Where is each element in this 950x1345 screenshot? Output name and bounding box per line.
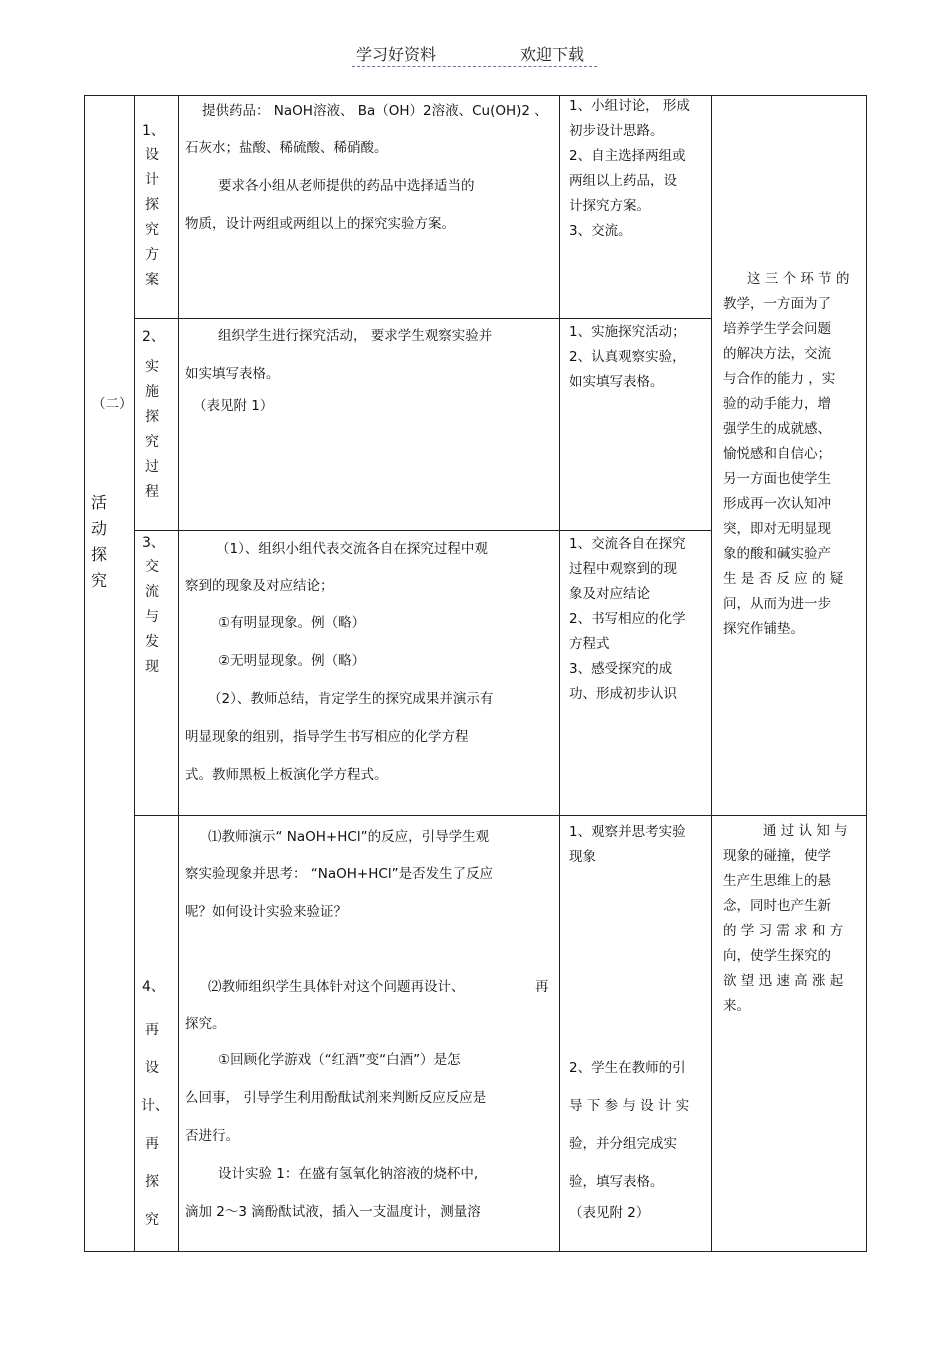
step-title: 设 计 探 究 方 案 [145,147,159,288]
teacher-text: ①回顾化学游戏（“红酒”变“白酒”）是怎 [218,1052,461,1068]
student-activity: 2、学生在教师的引 导 下 参 与 设 计 实 验，并分组完成实 验，填写表格。 （表见附 2） [569,1060,690,1221]
section-title: 活 动 探 究 [90,493,107,590]
teacher-text: 设计实验 1：在盛有氢氧化钠溶液的烧杯中, [218,1166,479,1182]
teacher-text: 要求各小组从老师提供的药品中选择适当的 [218,178,475,194]
teacher-text: 察实验现象并思考： “NaOH+HCl”是否发生了反应 [185,866,494,882]
teacher-text: ⑴教师演示“ NaOH+HCl”的反应，引导学生观 [208,829,490,845]
teacher-text: （表见附 1） [193,398,274,414]
teacher-text: ②无明显现象。例（略） [218,653,366,669]
teacher-text: 滴加 2～3 滴酚酞试液，插入一支温度计，测量溶 [185,1204,481,1220]
table-border-bottom [84,1251,867,1252]
student-activity: 1、实施探究活动； 2、认真观察实验， 如实填写表格。 [569,324,686,390]
teacher-text: ⑵教师组织学生具体针对这个问题再设计、 [208,979,465,995]
table-border-top [84,95,867,96]
header-left-text: 学习好资料 [356,45,437,64]
step-title: 交 流 与 发 现 [145,559,159,675]
teacher-text: 如实填写表格。 [185,366,280,382]
teacher-text: 式。教师黑板上板演化学方程式。 [185,767,388,783]
table-border-left [84,95,85,1252]
teacher-text: 提供药品： NaOH溶液、 Ba（OH）2溶液、Cu(OH)2 、 [202,103,548,119]
step-title: 再 设 计、 再 探 究 [141,1022,169,1228]
step-number: 1、 [142,123,165,139]
step-number: 4、 [142,979,165,995]
student-activity: 1、交流各自在探究 过程中观察到的现 象及对应结论 2、书写相应的化学 方程式 3、感受探究的成 功、形成初步认识 [569,536,686,702]
header-right-text: 欢迎下载 [520,45,585,64]
page-header [352,40,597,67]
teacher-text: 石灰水；盐酸、稀硫酸、稀硝酸。 [185,140,388,156]
row-divider [134,318,711,319]
column-divider [559,95,560,1252]
teacher-text: ①有明显现象。例（略） [218,615,366,631]
teacher-text: 探究。 [185,1016,226,1032]
table-border-right [866,95,867,1252]
teacher-text: 明显现象的组别，指导学生书写相应的化学方程 [185,729,469,745]
teacher-text: 物质，设计两组或两组以上的探究实验方案。 [185,216,455,232]
column-divider [711,95,712,1252]
teacher-text: （2）、教师总结，肯定学生的探究成果并演示有 [208,691,494,707]
step-number: 2、 [142,329,165,345]
design-rationale: 通 过 认 知 与 现象的碰撞，使学 生产生思维上的悬 念，同时也产生新 的 学 习 需 求 和 方 向，使学生探究的 欲 望 迅 速 高 涨 起 来。 [723,823,848,1014]
teacher-text: （1）、组织小组代表交流各自在探究过程中观 [216,541,488,557]
step-number: 3、 [142,535,165,551]
student-activity: 1、小组讨论， 形成 初步设计思路。 2、自主选择两组或 两组以上药品，设 计探究方案。 3、交流。 [569,98,690,239]
step-title: 实 施 探 究 过 程 [145,359,159,500]
row-divider [134,815,867,816]
design-rationale: 这 三 个 环 节 的 教学，一方面为了 培养学生学会问题 的解决方法，交流 与合作的能力 ，实 验的动手能力，增 强学生的成就感、 愉悦感和自信心； 另一方面也使学生 形成再一次认知冲 突，即对无明显现 象的酸和碱实验产 生 是 否 反 应 的 疑 问，从而为进一步 探究作铺垫。 [723,271,850,637]
teacher-text: 组织学生进行探究活动， 要求学生观察实验并 [218,328,493,344]
column-divider [178,95,179,1252]
section-number: （二） [92,396,133,412]
student-activity: 1、观察并思考实验 现象 [569,824,686,865]
teacher-text: 否进行。 [185,1128,239,1144]
teacher-text: 察到的现象及对应结论； [185,578,334,594]
teacher-text: 呢？如何设计实验来验证？ [185,904,347,920]
teacher-text: 再 [535,979,549,995]
teacher-text: 么回事， 引导学生利用酚酞试剂来判断反应反应是 [185,1090,487,1106]
row-divider [134,530,711,531]
column-divider [134,95,135,1252]
